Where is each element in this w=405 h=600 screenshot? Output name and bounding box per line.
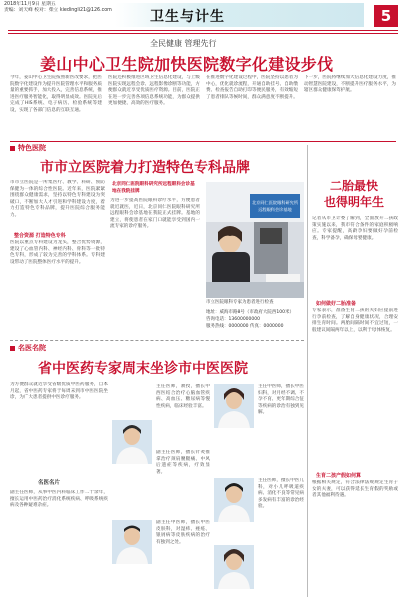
feature-mid-col: 为进一步提高医院眼科诊疗水平，方便患者就近就医，近日，北京同仁医院眼科研究所远程眼科会诊基地在我院正式挂牌。基地的建立，将使患者在家门口就能享受到国内一流专家的诊疗服务。 xyxy=(110,198,200,229)
sidebar-headline-line1: 二胎最快 xyxy=(329,179,378,193)
header-rule xyxy=(8,30,398,34)
lead-body-col4: 下一步，医院将继续加大信息化建设力度，推动智慧医院建设，不断提升医疗服务水平，为辖区群众健康保驾护航。 xyxy=(304,75,396,93)
section-divider xyxy=(10,141,396,142)
doctor-bio-2: 主任医师，教授，擅长中西医结合治疗心脑血管疾病、高血压、糖尿病等慢性疾病，临床经验丰富。 xyxy=(156,384,210,409)
doctor-bio-4: 副主任医师，擅长针灸推拿治疗颈肩腰腿痛、中风后遗症等疾病，疗效显著。 xyxy=(156,450,210,475)
section-marker-icon xyxy=(10,346,15,351)
feature-contact-1: 地址：威海市路8号（市政府大院西100米） xyxy=(206,310,294,315)
tcm-headline: 省中医药专家周末坐诊市中医医院 xyxy=(38,361,248,377)
doctor-portrait-1 xyxy=(112,420,152,464)
lead-headline: 姜山中心卫生院加快医院数字化建设步伐 xyxy=(40,55,334,74)
doctor-bio-3: 主任中医师，擅长中医妇科，对月经不调、不孕不育、更年期综合征等疾病的诊治有独到见解。 xyxy=(258,384,304,415)
tcm-list-title: 名医名片 xyxy=(38,480,61,486)
lead-body-col3: 在推进数字化建设过程中，医院坚持以患者为中心，优化就诊流程，开通自助挂号、自助缴费、检查报告自助打印等便民服务，有效缩短了患者排队等候时间，群众满意度不断提升。 xyxy=(206,75,298,100)
page-number: 5 xyxy=(374,5,398,27)
sidebar-body-3: 根据相关规定，符合法律法规规定生育子女的夫妻，可以获得延长生育假的奖励或者其他福利待遇。 xyxy=(312,480,398,498)
feature-photo-caption: 市立医院眼科专家为患者进行检查 xyxy=(206,300,274,305)
feature-section-text: 特色医院 xyxy=(18,144,46,152)
section-marker-icon xyxy=(10,146,15,151)
feature-subhead-1: 整合资源 打造特色专科 xyxy=(14,233,66,239)
date-line: 2018年11月9日 星期五 xyxy=(4,2,56,7)
tcm-section-label xyxy=(10,344,46,352)
sidebar-body: 记者从市卫计委了解到，全面放开二孩政策实施以来，我市符合条件的家庭积极响应。专家提醒，高龄孕妇要做好孕前检查，科学备孕，确保母婴健康。 xyxy=(312,216,398,241)
doctor-bio-5: 主任医师，擅长中医儿科，对小儿呼吸道疾病、消化不良等常见病多发病有丰富的诊治经验。 xyxy=(258,478,304,509)
sidebar-subhead: 如何做好二胎准备 xyxy=(316,301,357,307)
sidebar-headline-line2: 也得明年生 xyxy=(323,195,384,209)
sidebar-subhead-2: 生育二孩产假如何算 xyxy=(316,473,362,479)
tcm-intro: 为方便群众就近享受省级优质中医药服务，自本月起，省中医药专家将于每周末到市中医医院坐诊，为广大患者提供中医诊疗服务。 xyxy=(10,382,108,400)
doctor-portrait-5 xyxy=(214,545,254,589)
feature-left-col: 市市立医院是一所集医疗、教学、科研、预防保健为一体的综合性医院。近年来，医院紧紧围绕群众健康需求，坚持以特色专科建设为突破口，不断加大人才引进和学科建设力度，着力打造特色专科品牌，提升医院综合服务能力。 xyxy=(10,180,105,218)
feature-headline: 市市立医院着力打造特色专科品牌 xyxy=(40,160,250,176)
feature-left-col-b: 医院以重点专科建设为龙头，整合优势资源，建设了心血管内科、神经内科、骨科等一批特色专科，形成了较为完善的学科体系。专科建设带动了医院整体医疗水平的提升。 xyxy=(10,240,105,265)
eye-exam-photo xyxy=(206,182,304,298)
column-rule xyxy=(307,145,308,597)
feature-photo xyxy=(206,182,304,298)
doctor-portrait-4 xyxy=(214,478,254,522)
sidebar-body-2: 专家表示，准备生育二孩的夫妇应提前进行孕前检查，了解自身健康状况，合理安排生育时间。两胎间隔时间不宜过短，一般建议间隔两年以上，以利于母体恢复。 xyxy=(312,308,398,333)
tcm-section-text: 名医名院 xyxy=(18,344,46,352)
section-title: 卫生与计生 xyxy=(150,9,225,25)
doctor-portrait-2 xyxy=(214,384,254,428)
editor-line: 责编：刘天峰 校对：柴立 kiedingli21@126.com xyxy=(4,7,112,13)
sidebar-headline xyxy=(310,178,398,210)
doctor-bio-1: 副主任医师，从事中医内科临床工作二十余年，擅长运用中医药治疗消化系统疾病、呼吸系统疾病及各种疑难杂症。 xyxy=(10,490,108,508)
screen-text-1: 北京同仁医院眼科研究所 xyxy=(251,200,299,205)
feature-section-label xyxy=(10,144,46,152)
lead-body-col2: 医院还积极推进区域卫生信息化建设，与上级医院实现远程会诊、远程影像诊断等功能，方便群众就近享受优质医疗资源。目前，医院正在进一步完善各项信息系统功能，为群众提供更加便捷、高效的医疗服务。 xyxy=(108,75,200,106)
feature-mid-title: 北京同仁医院眼科研究所远程眼科会诊基地在我院挂牌 xyxy=(112,182,195,194)
feature-contact-3: 服务热线：0000000 传真：0000000 xyxy=(206,324,284,329)
doctor-portrait-3 xyxy=(112,520,152,564)
lead-body-col1: 今年，姜山中心卫生院按照新医改要求，把医院数字化建设作为提升医院管理水平和服务质量的重要抓手，加大投入，完善信息系统，推进医疗服务智能化，取得明显成效。医院先后完成了HIS系统、电子病历、检验系统等建设，实现了各部门信息的互联互通。 xyxy=(10,75,102,113)
lead-kicker: 全民健康 管理先行 xyxy=(150,39,217,48)
header-meta xyxy=(4,2,112,13)
tcm-divider xyxy=(10,340,304,341)
doctor-bio-6: 副主任中医师，擅长中医皮肤科，对湿疹、痤疮、银屑病等皮肤疾病的治疗有独到之处。 xyxy=(156,520,210,545)
screen-text-2: 远程眼科会诊基地 xyxy=(258,207,292,212)
feature-contact-2: 咨询电话：13600000000 xyxy=(206,317,260,322)
